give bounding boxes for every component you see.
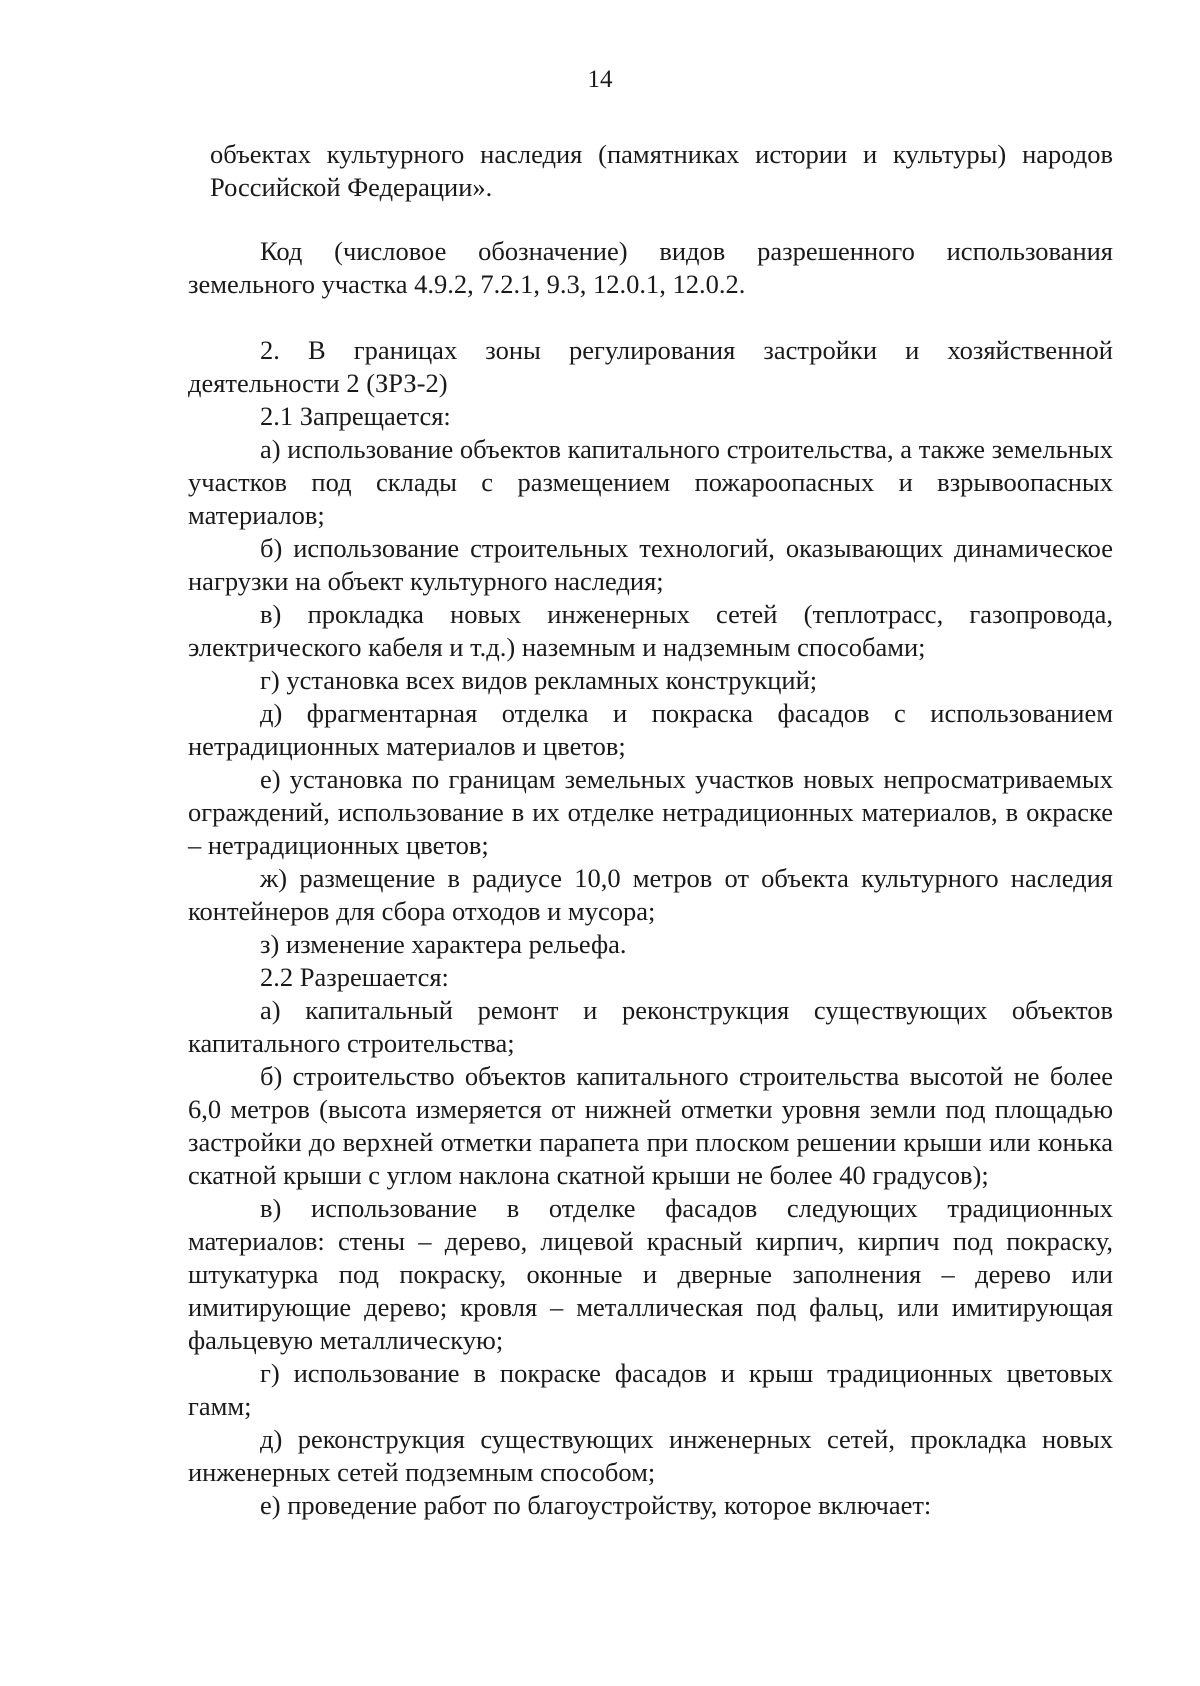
continuation-paragraph: объектах культурного наследия (памятниках истории и культуры) народов Российской Федерации».: [210, 139, 1113, 202]
section-heading: 2. В границах зоны регулирования застройки и хозяйственной деятельности 2 (ЗРЗ-2): [188, 335, 1113, 398]
prohibited-item: з) изменение характера рельефа.: [260, 929, 627, 959]
prohibited-item: в) прокладка новых инженерных сетей (теплотрасс, газопровода, электрического кабеля и т.д.) наземным и надземным способами;: [188, 599, 1113, 662]
allowed-item: б) строительство объектов капитального строительства высотой не более 6,0 метров (высота измеряется от нижней отметки уровня земли под площадью застройки до верхней отметки парапета при плоском решении крыши или конька скатной крыши с углом наклона скатной крыши не более 40 градусов);: [188, 1061, 1113, 1190]
document-body: [188, 138, 1113, 1522]
prohibited-item: ж) размещение в радиусе 10,0 метров от объекта культурного наследия контейнеров для сбора отходов и мусора;: [188, 863, 1113, 926]
prohibited-item: д) фрагментарная отделка и покраска фасадов с использованием нетрадиционных материалов и цветов;: [188, 698, 1113, 761]
prohibited-item: а) использование объектов капитального строительства, а также земельных участков под склады с размещением пожароопасных и взрывоопасных материалов;: [188, 434, 1113, 530]
allowed-heading: 2.2 Разрешается:: [260, 962, 449, 992]
prohibited-item: г) установка всех видов рекламных конструкций;: [260, 665, 818, 695]
allowed-item: г) использование в покраске фасадов и крыш традиционных цветовых гамм;: [188, 1358, 1113, 1421]
prohibited-item: б) использование строительных технологий, оказывающих динамическое нагрузки на объект культурного наследия;: [188, 533, 1113, 596]
allowed-item: в) использование в отделке фасадов следующих традиционных материалов: стены – дерево, лицевой красный кирпич, кирпич под покраску, штукатурка под покраску, оконные и дверные заполнения – дерево или имитирующие дерево; кровля – металлическая под фальц, или имитирующая фальцевую металлическую;: [188, 1193, 1113, 1355]
allowed-item: е) проведение работ по благоустройству, которое включает:: [260, 1490, 932, 1520]
prohibited-item: е) установка по границам земельных участков новых непросматриваемых ограждений, использование в их отделке нетрадиционных материалов, в окраске – нетрадиционных цветов;: [188, 764, 1113, 860]
prohibited-heading: 2.1 Запрещается:: [260, 401, 451, 431]
allowed-item: а) капитальный ремонт и реконструкция существующих объектов капитального строительства;: [188, 995, 1113, 1058]
allowed-item: д) реконструкция существующих инженерных сетей, прокладка новых инженерных сетей подземным способом;: [188, 1424, 1113, 1487]
code-paragraph: Код (числовое обозначение) видов разрешенного использования земельного участка 4.9.2, 7.2.1, 9.3, 12.0.1, 12.0.2.: [188, 236, 1113, 299]
page-number: 14: [587, 66, 613, 93]
